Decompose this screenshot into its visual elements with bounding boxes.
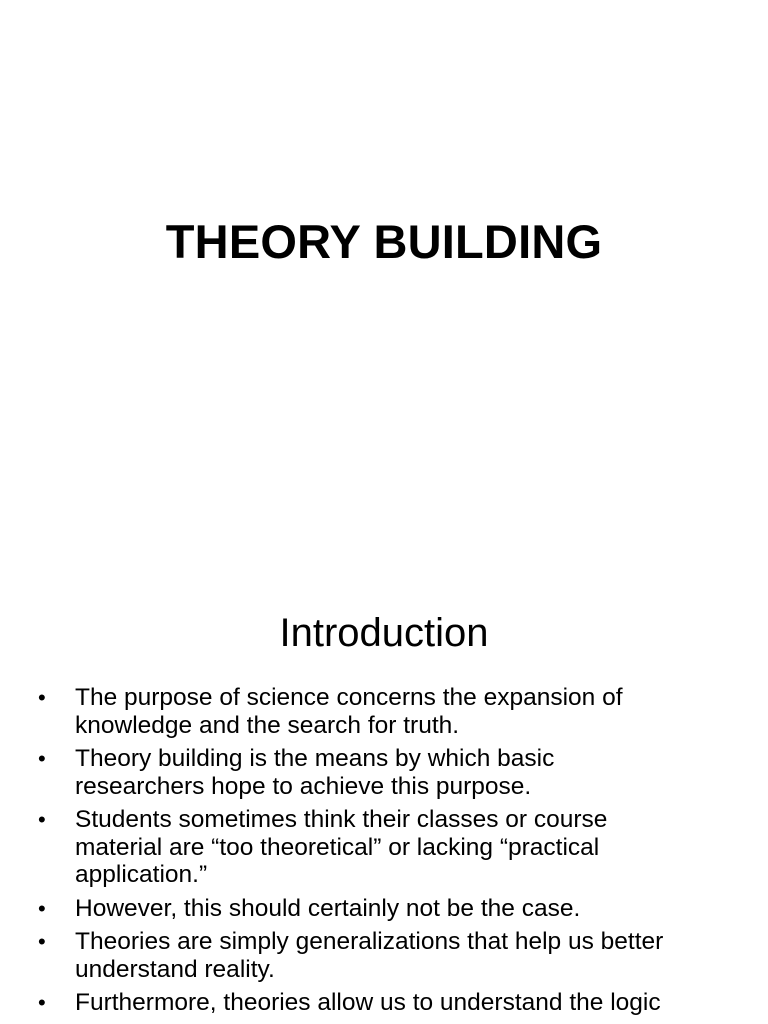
bullet-text-line: However, this should certainly not be the case.	[75, 894, 581, 922]
bullet-text-line: researchers hope to achieve this purpose.	[75, 772, 532, 800]
bullet-item	[38, 895, 738, 923]
bullet-icon: •	[38, 929, 46, 954]
bullet-text-line: The purpose of science concerns the expansion of	[75, 684, 623, 711]
bullet-text-line: understand reality.	[75, 955, 275, 983]
bullet-list	[38, 684, 738, 1023]
bullet-icon: •	[38, 895, 46, 921]
bullet-text-line: material are “too theoretical” or lacking “practical	[75, 833, 600, 861]
bullet-item	[38, 806, 738, 889]
bullet-icon: •	[38, 685, 46, 710]
bullet-text-line: Furthermore, theories allow us to understand the logic	[75, 989, 661, 1016]
bullet-text-line: Students sometimes think their classes or course	[75, 806, 608, 833]
bullet-text-line: application.”	[75, 861, 208, 888]
bullet-icon: •	[38, 746, 46, 771]
bullet-icon: •	[38, 807, 46, 832]
bullet-text-line: Theory building is the means by which basic	[75, 745, 555, 772]
bullet-item	[38, 928, 738, 983]
bullet-icon: •	[38, 990, 46, 1015]
bullet-text-line: knowledge and the search for truth.	[75, 711, 460, 739]
bullet-item	[38, 684, 738, 739]
slide-title: THEORY BUILDING	[165, 215, 603, 268]
slide-heading: Introduction	[279, 611, 489, 655]
bullet-text-line: Theories are simply generalizations that help us better	[75, 928, 664, 955]
bullet-item	[38, 745, 738, 800]
introduction-slide	[0, 576, 768, 1024]
bullet-item	[38, 989, 738, 1017]
